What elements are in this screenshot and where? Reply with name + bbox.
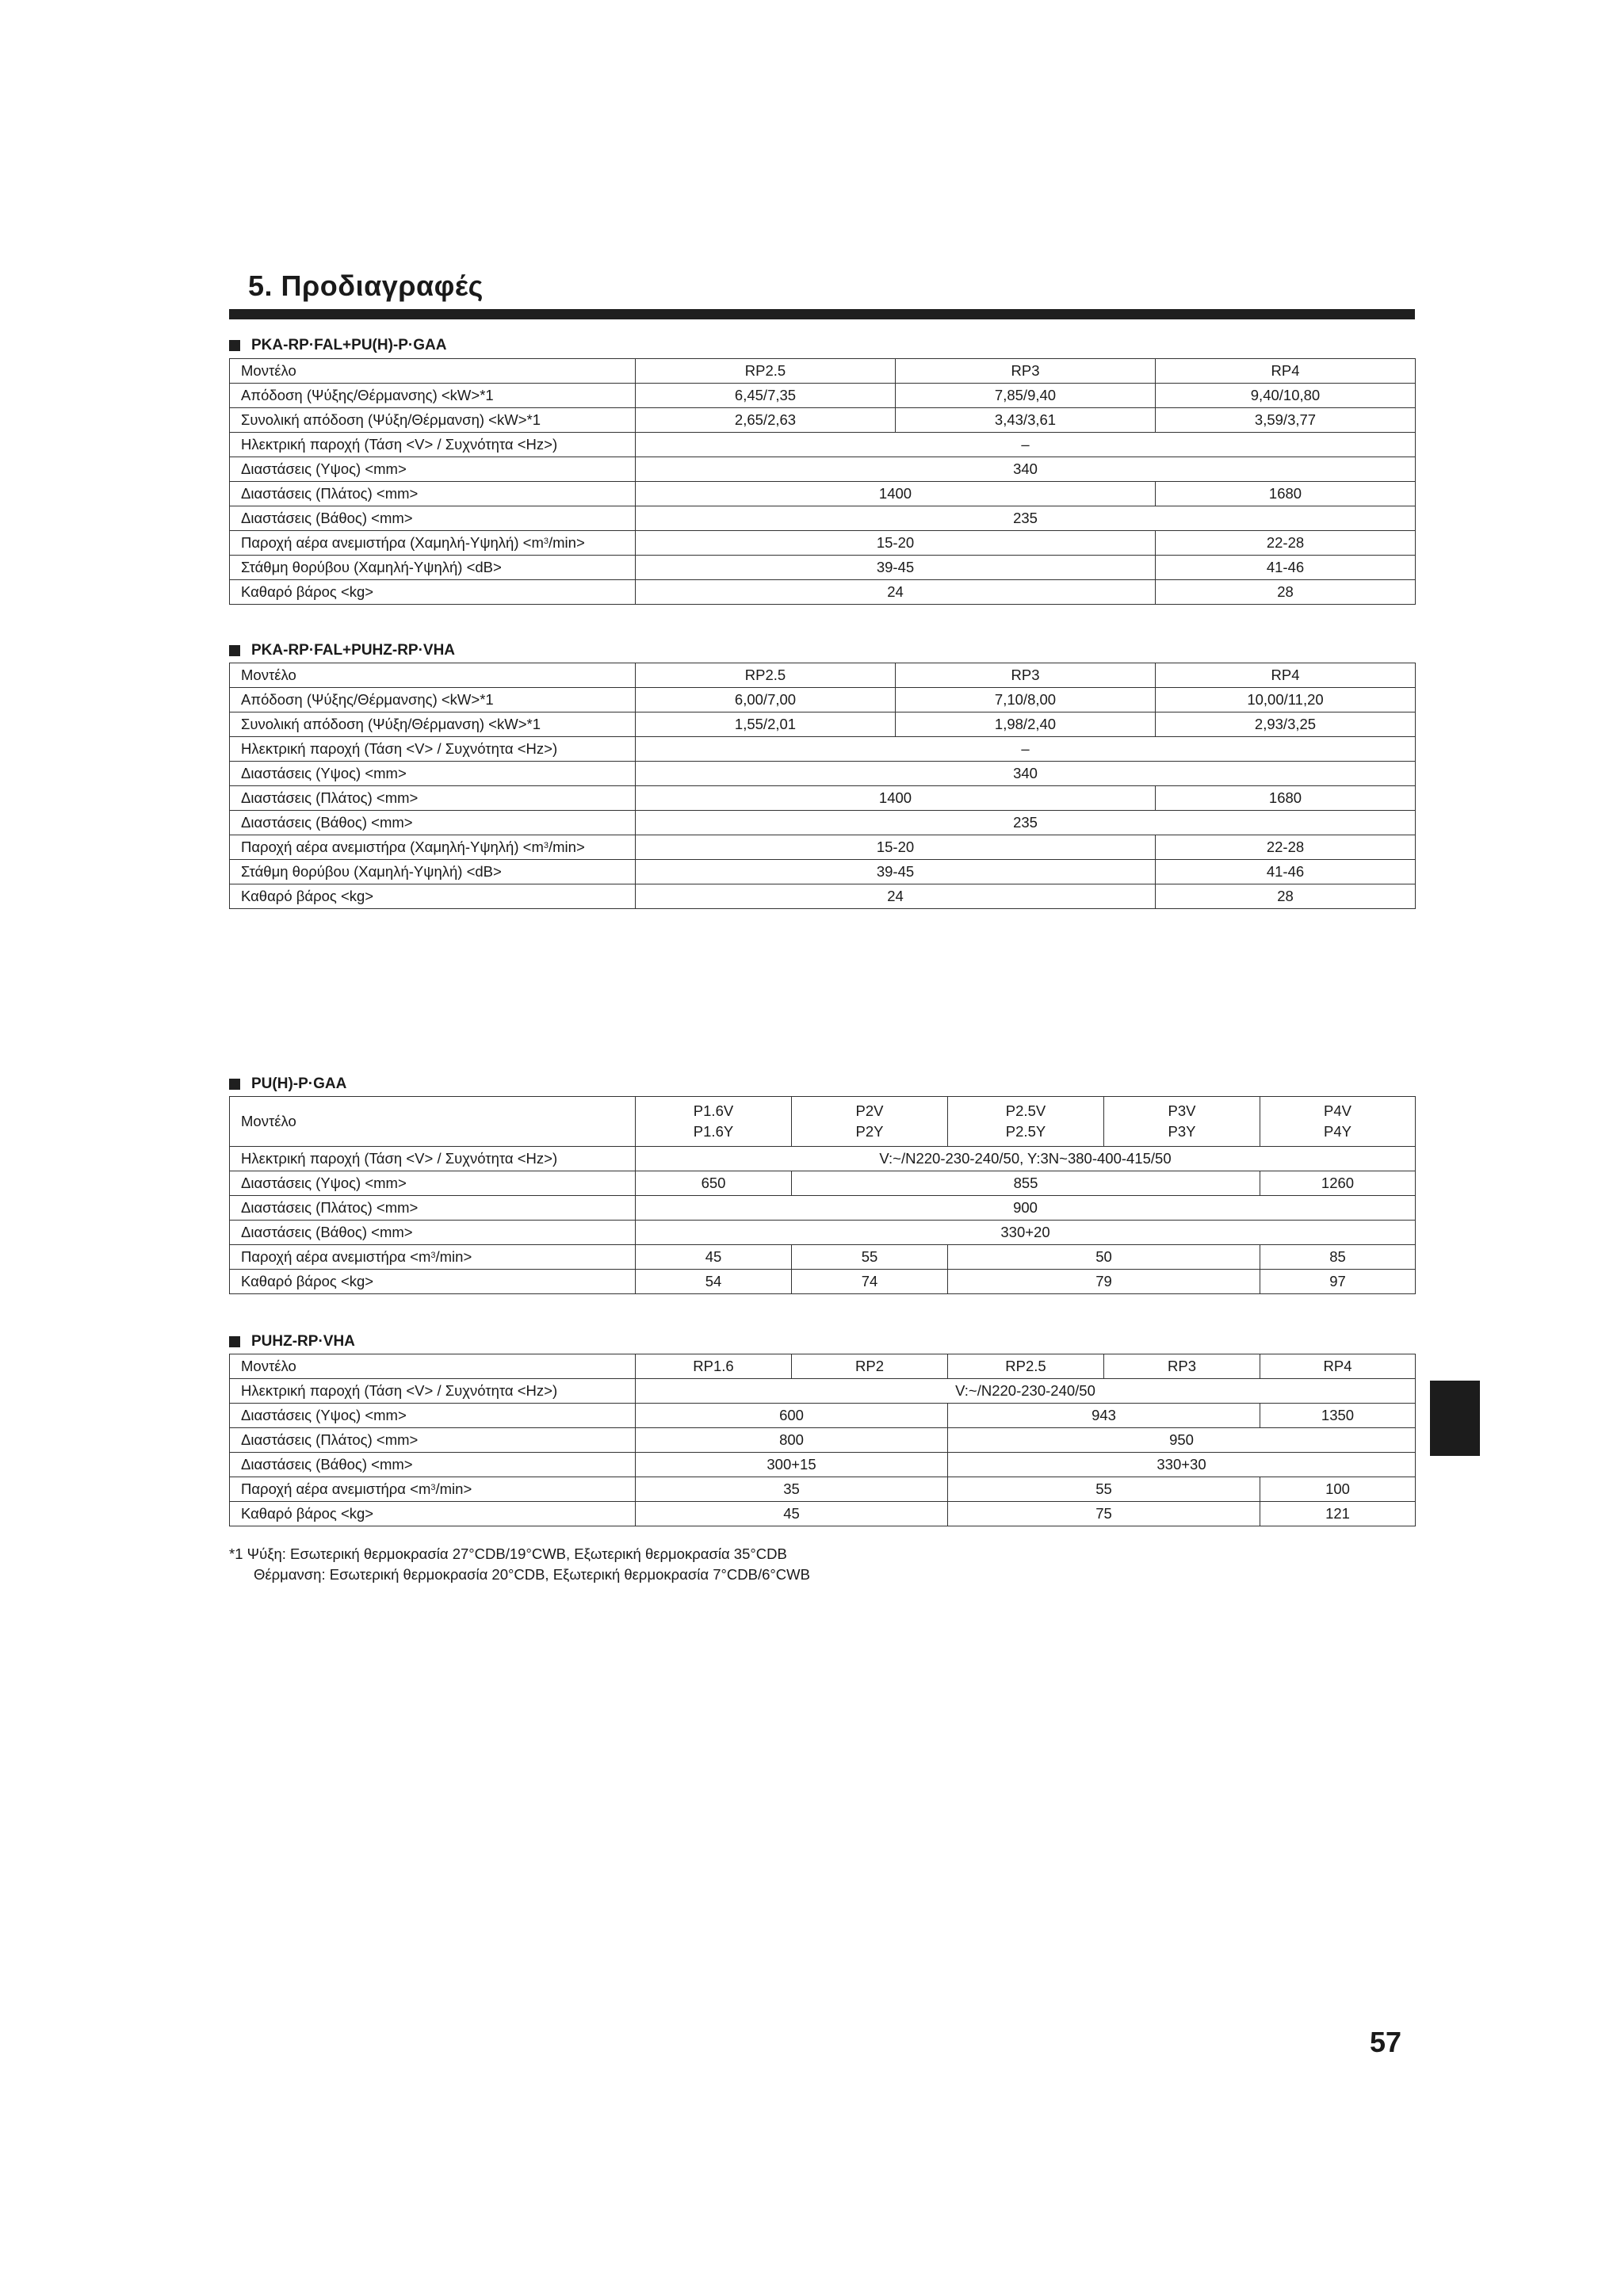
cell: 50 (948, 1245, 1260, 1270)
cell: 15-20 (636, 835, 1156, 860)
cell: 340 (636, 457, 1416, 482)
section-heading (229, 337, 446, 354)
cell: 35 (636, 1477, 948, 1502)
table-row (230, 1147, 1416, 1171)
row-label: Καθαρό βάρος <kg> (230, 1502, 636, 1526)
cell: 55 (948, 1477, 1260, 1502)
row-label: Διαστάσεις (Πλάτος) <mm> (230, 786, 636, 811)
cell: V:~/N220-230-240/50, Y:3N~380-400-415/50 (636, 1147, 1416, 1171)
cell: 10,00/11,20 (1156, 688, 1416, 712)
superscript: 3 (430, 1483, 436, 1492)
table-row (230, 1404, 1416, 1428)
row-label: Συνολική απόδοση (Ψύξη/Θέρμανση) <kW>*1 (230, 712, 636, 737)
table-row (230, 663, 1416, 688)
table-row (230, 1477, 1416, 1502)
section-title: PKA-RP·FAL+PU(H)-P·GAA (251, 337, 447, 353)
row-label: Απόδοση (Ψύξης/Θέρμανσης) <kW>*1 (230, 688, 636, 712)
cell: 3,59/3,77 (1156, 408, 1416, 433)
table-row (230, 1245, 1416, 1270)
cell: RP3 (896, 663, 1156, 688)
cell: 650 (636, 1171, 792, 1196)
cell: 24 (636, 580, 1156, 605)
row-label: Διαστάσεις (Βάθος) <mm> (230, 506, 636, 531)
cell: 39-45 (636, 556, 1156, 580)
footnote-line-2: Θέρμανση: Εσωτερική θερμοκρασία 20°CDB, Εξωτερική θερμοκρασία 7°CDB/6°CWB (254, 1566, 810, 1583)
row-label: Απόδοση (Ψύξης/Θέρμανσης) <kW>*1 (230, 384, 636, 408)
label-text: Παροχή αέρα ανεμιστήρα (Χαμηλή-Υψηλή) <m (241, 534, 544, 551)
cell: 340 (636, 762, 1416, 786)
table-row (230, 811, 1416, 835)
row-label: Ηλεκτρική παροχή (Τάση <V> / Συχνότητα <Hz>) (230, 1379, 636, 1404)
label-text: /min> (549, 839, 585, 855)
table-row (230, 1354, 1416, 1379)
section-title: PKA-RP·FAL+PUHZ-RP·VHA (251, 642, 456, 659)
spec-table-pka-pu (229, 358, 1416, 605)
page-number: 57 (1370, 2026, 1402, 2058)
table-row (230, 737, 1416, 762)
cell: RP2.5 (636, 359, 896, 384)
row-label: Διαστάσεις (Πλάτος) <mm> (230, 1196, 636, 1221)
square-bullet-icon (229, 1079, 240, 1090)
cell: 39-45 (636, 860, 1156, 884)
table-row (230, 786, 1416, 811)
cell: 100 (1260, 1477, 1416, 1502)
row-label: Ηλεκτρική παροχή (Τάση <V> / Συχνότητα <Hz>) (230, 1147, 636, 1171)
cell: 6,45/7,35 (636, 384, 896, 408)
table-row (230, 1221, 1416, 1245)
cell: 235 (636, 811, 1416, 835)
row-label: Μοντέλο (230, 1354, 636, 1379)
cell: 121 (1260, 1502, 1416, 1526)
section-heading (229, 1333, 355, 1350)
cell: 1,98/2,40 (896, 712, 1156, 737)
square-bullet-icon (229, 340, 240, 351)
row-label: Διαστάσεις (Υψος) <mm> (230, 762, 636, 786)
cell: 1260 (1260, 1171, 1416, 1196)
cell: 55 (792, 1245, 948, 1270)
table-row (230, 1379, 1416, 1404)
table-row (230, 408, 1416, 433)
table-row (230, 1502, 1416, 1526)
row-label (230, 1477, 636, 1502)
table-row (230, 359, 1416, 384)
cell: 950 (948, 1428, 1416, 1453)
cell: 1680 (1156, 786, 1416, 811)
label-text: Παροχή αέρα ανεμιστήρα <m (241, 1248, 431, 1265)
row-label: Στάθμη θορύβου (Χαμηλή-Υψηλή) <dB> (230, 556, 636, 580)
cell: 28 (1156, 884, 1416, 909)
row-label (230, 531, 636, 556)
row-label: Καθαρό βάρος <kg> (230, 1270, 636, 1294)
table-row (230, 506, 1416, 531)
cell: RP3 (1104, 1354, 1260, 1379)
cell: 1,55/2,01 (636, 712, 896, 737)
page-title: 5. Προδιαγραφές (248, 269, 484, 302)
label-text: /min> (549, 534, 585, 551)
table-row (230, 835, 1416, 860)
row-label: Διαστάσεις (Βάθος) <mm> (230, 1453, 636, 1477)
cell: 900 (636, 1196, 1416, 1221)
side-thumb-tab (1430, 1381, 1480, 1456)
cell: 41-46 (1156, 556, 1416, 580)
cell: 1350 (1260, 1404, 1416, 1428)
spec-table-puhz-vha (229, 1354, 1416, 1526)
spec-table-pka-puhz (229, 663, 1416, 909)
row-label: Καθαρό βάρος <kg> (230, 580, 636, 605)
cell: 6,00/7,00 (636, 688, 896, 712)
model-v: P1.6V (693, 1102, 734, 1119)
cell: 54 (636, 1270, 792, 1294)
cell: 3,43/3,61 (896, 408, 1156, 433)
spec-table-pu-gaa (229, 1096, 1416, 1294)
superscript: 3 (543, 841, 549, 850)
superscript: 3 (430, 1251, 436, 1260)
title-rule (229, 309, 1415, 319)
cell: 2,65/2,63 (636, 408, 896, 433)
table-row (230, 762, 1416, 786)
cell: – (636, 737, 1416, 762)
cell: 75 (948, 1502, 1260, 1526)
row-label: Διαστάσεις (Βάθος) <mm> (230, 811, 636, 835)
cell: 45 (636, 1502, 948, 1526)
section-title: PU(H)-P·GAA (251, 1075, 347, 1092)
table-row (230, 1097, 1416, 1147)
cell: 15-20 (636, 531, 1156, 556)
cell: 9,40/10,80 (1156, 384, 1416, 408)
row-label: Στάθμη θορύβου (Χαμηλή-Υψηλή) <dB> (230, 860, 636, 884)
superscript: 3 (543, 537, 549, 546)
table-row (230, 860, 1416, 884)
cell: RP3 (896, 359, 1156, 384)
cell: 330+20 (636, 1221, 1416, 1245)
model-y: P4Y (1324, 1123, 1351, 1140)
square-bullet-icon (229, 1336, 240, 1347)
cell: RP4 (1156, 663, 1416, 688)
cell: 600 (636, 1404, 948, 1428)
row-label: Μοντέλο (230, 359, 636, 384)
table-row (230, 1453, 1416, 1477)
cell: V:~/N220-230-240/50 (636, 1379, 1416, 1404)
row-label: Μοντέλο (230, 1097, 636, 1147)
cell: 1680 (1156, 482, 1416, 506)
table-row (230, 457, 1416, 482)
cell: RP4 (1260, 1354, 1416, 1379)
cell: 943 (948, 1404, 1260, 1428)
row-label: Διαστάσεις (Υψος) <mm> (230, 457, 636, 482)
row-label: Συνολική απόδοση (Ψύξη/Θέρμανση) <kW>*1 (230, 408, 636, 433)
row-label: Ηλεκτρική παροχή (Τάση <V> / Συχνότητα <Hz>) (230, 737, 636, 762)
cell: – (636, 433, 1416, 457)
label-text: Παροχή αέρα ανεμιστήρα <m (241, 1480, 431, 1497)
model-v: P3V (1168, 1102, 1196, 1119)
footnote-line-1: *1 Ψύξη: Εσωτερική θερμοκρασία 27°CDB/19°CWB, Εξωτερική θερμοκρασία 35°CDB (229, 1545, 787, 1562)
row-label: Διαστάσεις (Πλάτος) <mm> (230, 1428, 636, 1453)
cell (636, 1097, 792, 1147)
cell (948, 1097, 1104, 1147)
model-v: P4V (1324, 1102, 1351, 1119)
cell (1104, 1097, 1260, 1147)
table-row (230, 531, 1416, 556)
section-heading (229, 642, 455, 659)
model-y: P2Y (855, 1123, 884, 1140)
cell: 855 (792, 1171, 1260, 1196)
row-label: Καθαρό βάρος <kg> (230, 884, 636, 909)
cell: 24 (636, 884, 1156, 909)
table-row (230, 712, 1416, 737)
cell: 22-28 (1156, 531, 1416, 556)
label-text: Παροχή αέρα ανεμιστήρα (Χαμηλή-Υψηλή) <m (241, 839, 544, 855)
cell (1260, 1097, 1416, 1147)
table-row (230, 580, 1416, 605)
row-label: Διαστάσεις (Βάθος) <mm> (230, 1221, 636, 1245)
row-label: Διαστάσεις (Υψος) <mm> (230, 1404, 636, 1428)
cell: 235 (636, 506, 1416, 531)
cell: 45 (636, 1245, 792, 1270)
table-row (230, 884, 1416, 909)
table-row (230, 556, 1416, 580)
cell: 1400 (636, 786, 1156, 811)
table-row (230, 1196, 1416, 1221)
row-label: Μοντέλο (230, 663, 636, 688)
table-row (230, 433, 1416, 457)
cell (792, 1097, 948, 1147)
table-row (230, 1171, 1416, 1196)
cell: 1400 (636, 482, 1156, 506)
cell: 79 (948, 1270, 1260, 1294)
section-title: PUHZ-RP·VHA (251, 1333, 355, 1350)
table-row (230, 384, 1416, 408)
row-label: Διαστάσεις (Πλάτος) <mm> (230, 482, 636, 506)
cell: 2,93/3,25 (1156, 712, 1416, 737)
cell: RP2 (792, 1354, 948, 1379)
cell: 85 (1260, 1245, 1416, 1270)
label-text: /min> (435, 1480, 472, 1497)
cell: 41-46 (1156, 860, 1416, 884)
cell: 7,85/9,40 (896, 384, 1156, 408)
cell: 7,10/8,00 (896, 688, 1156, 712)
model-v: P2V (855, 1102, 884, 1119)
cell: 800 (636, 1428, 948, 1453)
row-label (230, 835, 636, 860)
cell: RP1.6 (636, 1354, 792, 1379)
cell: 330+30 (948, 1453, 1416, 1477)
cell: 74 (792, 1270, 948, 1294)
cell: 22-28 (1156, 835, 1416, 860)
cell: 97 (1260, 1270, 1416, 1294)
cell: RP2.5 (636, 663, 896, 688)
table-row (230, 482, 1416, 506)
cell: RP2.5 (948, 1354, 1104, 1379)
row-label: Ηλεκτρική παροχή (Τάση <V> / Συχνότητα <Hz>) (230, 433, 636, 457)
label-text: /min> (435, 1248, 472, 1265)
model-y: P2.5Y (1005, 1123, 1046, 1140)
table-row (230, 1270, 1416, 1294)
model-y: P1.6Y (693, 1123, 734, 1140)
row-label (230, 1245, 636, 1270)
model-y: P3Y (1168, 1123, 1196, 1140)
section-heading (229, 1075, 346, 1093)
table-row (230, 688, 1416, 712)
cell: 28 (1156, 580, 1416, 605)
model-v: P2.5V (1005, 1102, 1046, 1119)
cell: RP4 (1156, 359, 1416, 384)
square-bullet-icon (229, 645, 240, 656)
cell: 300+15 (636, 1453, 948, 1477)
row-label: Διαστάσεις (Υψος) <mm> (230, 1171, 636, 1196)
table-row (230, 1428, 1416, 1453)
